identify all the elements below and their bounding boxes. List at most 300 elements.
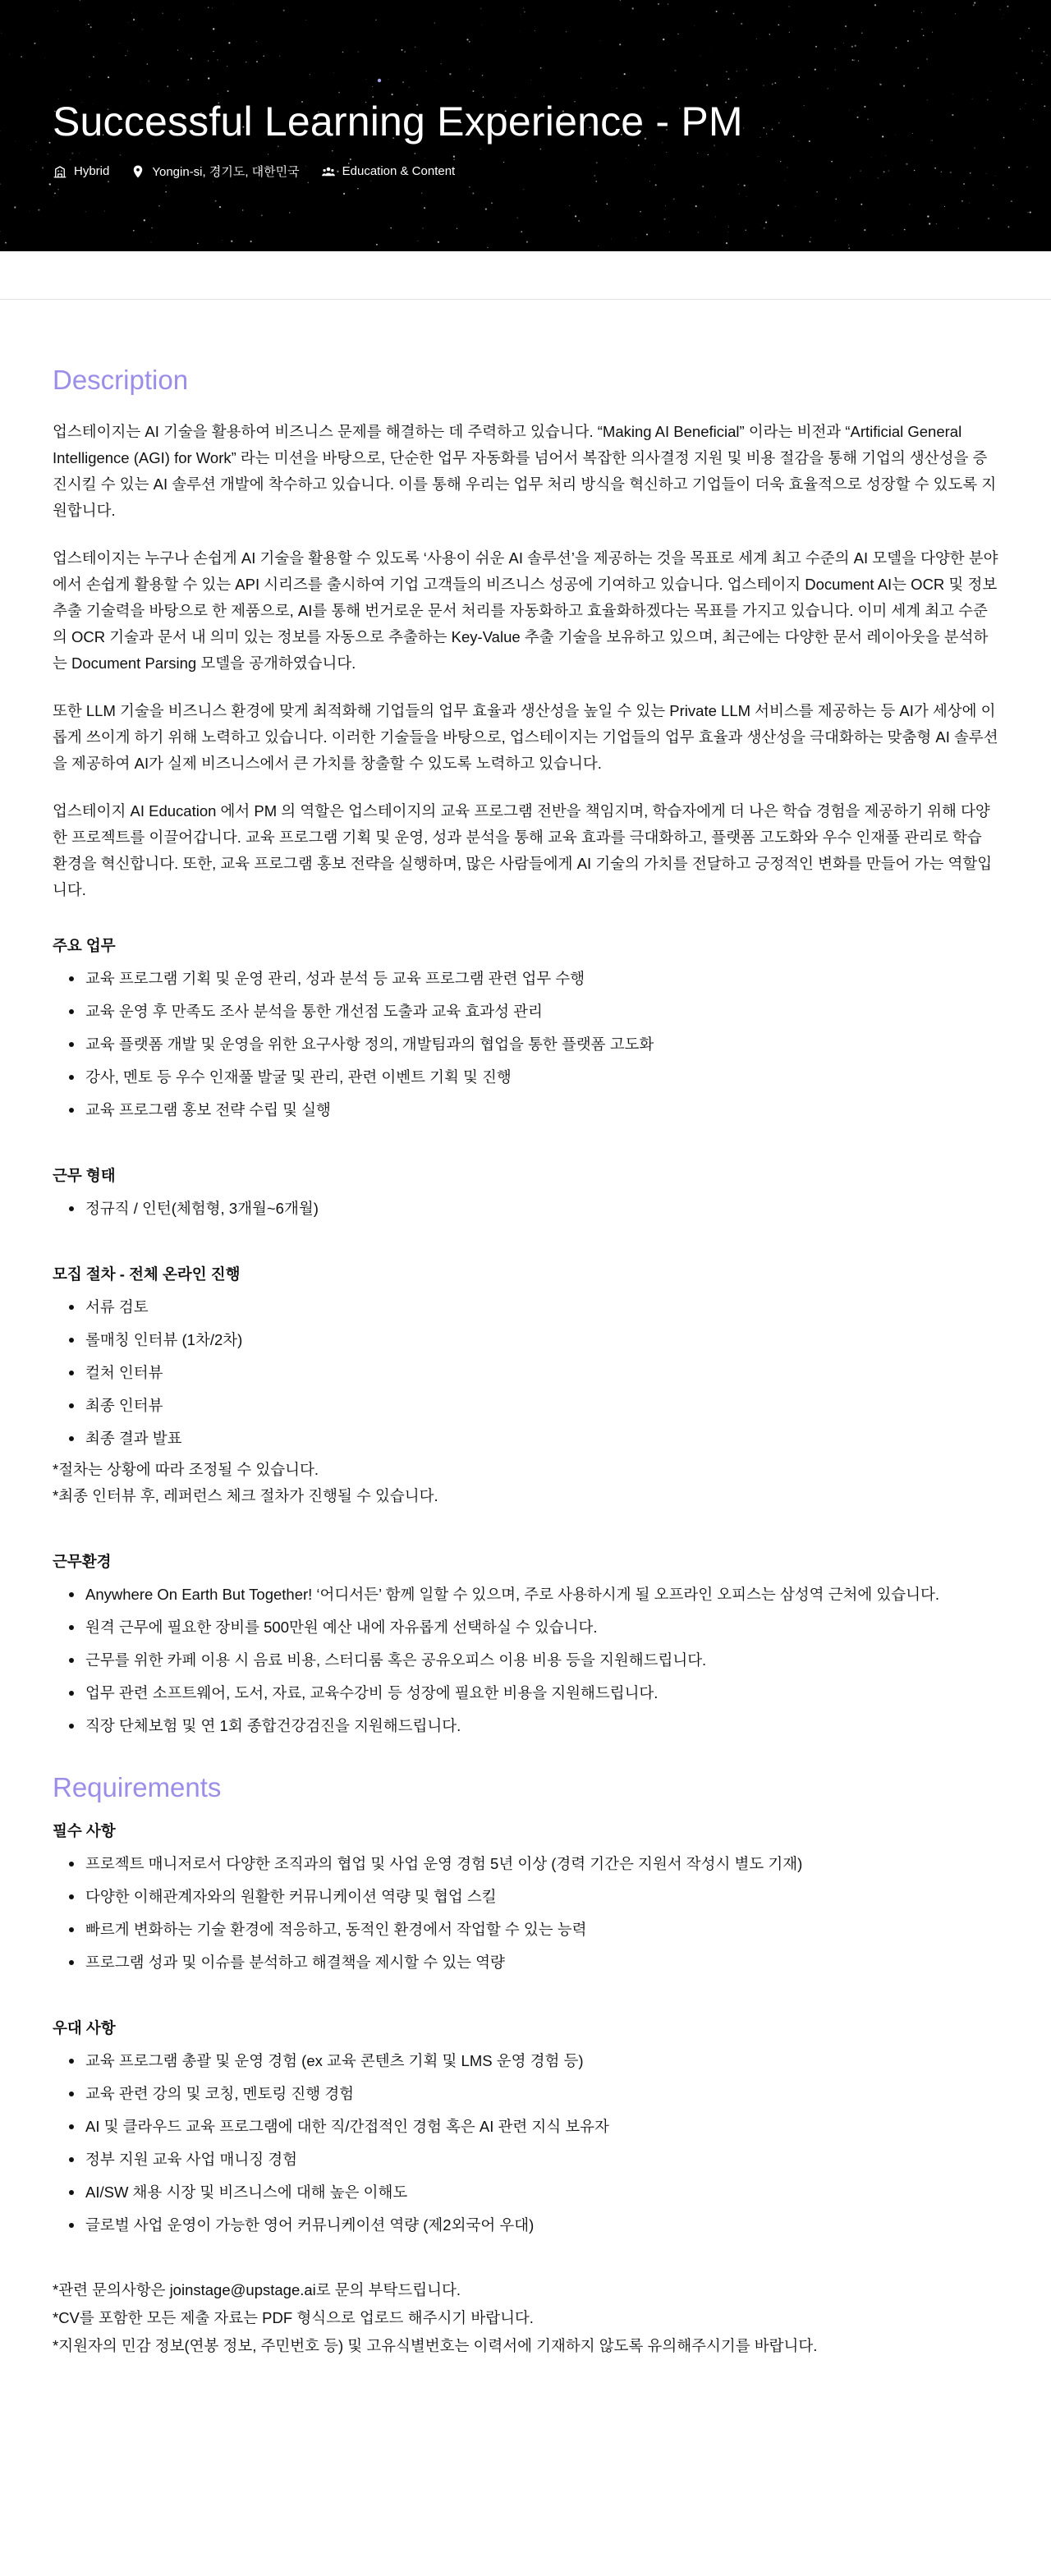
list-item: 정규직 / 인턴(체험형, 3개월~6개월): [53, 1196, 998, 1222]
process-note: *절차는 상황에 따라 조정될 수 있습니다.: [53, 1461, 319, 1478]
star: [974, 2, 975, 3]
duties-list: [53, 966, 998, 1123]
star: [611, 238, 612, 239]
star: [108, 76, 109, 78]
star: [343, 193, 345, 195]
star: [655, 184, 657, 186]
star: [1000, 9, 1001, 10]
star: [988, 218, 989, 219]
star: [804, 105, 805, 106]
star: [973, 4, 975, 6]
star: [861, 204, 862, 205]
star: [698, 232, 700, 233]
star: [787, 167, 788, 168]
list-item: 교육 관련 강의 및 코칭, 멘토링 진행 경험: [53, 2081, 998, 2107]
employment-list: [53, 1196, 998, 1222]
star: [438, 241, 439, 243]
star: [421, 192, 422, 193]
star: [864, 229, 865, 231]
star: [1020, 108, 1021, 109]
star: [9, 54, 10, 55]
star: [816, 191, 817, 192]
star: [146, 63, 148, 65]
privacy-note: *지원자의 민감 정보(연봉 정보, 주민번호 등) 및 고유식별번호는 이력서에 기재하지 않도록 유의해주시기를 바랍니다.: [53, 2337, 818, 2354]
star: [970, 172, 971, 174]
star: [952, 114, 953, 116]
star: [1041, 62, 1043, 64]
star: [663, 39, 664, 40]
star: [372, 86, 373, 87]
star: [903, 85, 905, 86]
list-item: AI 및 클라우드 교육 프로그램에 대한 직/간접적인 경험 혹은 AI 관련 지식 보유자: [53, 2114, 998, 2140]
requirements-heading: Requirements: [53, 1772, 222, 1802]
star: [208, 77, 209, 79]
star: [758, 156, 759, 157]
star: [1007, 226, 1009, 227]
star: [1, 33, 2, 34]
star: [104, 211, 105, 212]
star: [333, 72, 334, 73]
star: [231, 241, 232, 242]
star: [338, 92, 340, 94]
star: [831, 161, 833, 163]
star: [658, 3, 659, 5]
star: [357, 188, 358, 189]
star: [974, 147, 975, 149]
star: [0, 231, 1, 232]
star: [88, 24, 89, 25]
star: [38, 209, 39, 211]
star: [35, 141, 37, 143]
star: [212, 7, 213, 8]
star: [242, 209, 243, 210]
star: [772, 84, 773, 85]
star: [1031, 84, 1032, 85]
star: [620, 0, 621, 1]
star: [526, 241, 528, 243]
list-item: 원격 근무에 필요한 장비를 500만원 예산 내에 자유롭게 선택하실 수 있습니다.: [53, 1614, 998, 1641]
list-item: Anywhere On Earth But Together! ‘어디서든’ 함께 일할 수 있으며, 주로 사용하시게 될 오프라인 오피스는 삼성역 근처에 있습니다.: [53, 1582, 998, 1608]
star: [851, 46, 853, 48]
star: [162, 12, 163, 13]
star: [261, 214, 263, 216]
star: [256, 61, 258, 62]
description-heading: Description: [53, 365, 189, 395]
star: [523, 189, 524, 190]
list-item: 교육 프로그램 기획 및 운영 관리, 성과 분석 등 교육 프로그램 관련 업무 수행: [53, 966, 998, 992]
star: [789, 6, 790, 7]
star: [809, 241, 810, 242]
star: [144, 219, 145, 221]
star: [746, 196, 747, 197]
star: [14, 206, 16, 208]
star: [778, 24, 779, 25]
star: [746, 230, 747, 232]
star: [179, 19, 180, 20]
star: [90, 26, 92, 28]
star: [53, 196, 54, 197]
star: [955, 13, 956, 14]
contact-note: *관련 문의사항은 joinstage@upstage.ai로 문의 부탁드립니다.: [53, 2281, 461, 2298]
star: [668, 3, 669, 5]
star: [640, 211, 641, 213]
star: [600, 40, 601, 41]
star: [213, 28, 214, 30]
star: [772, 129, 773, 131]
required-list: [53, 1851, 998, 1976]
star: [855, 45, 856, 47]
star: [1028, 28, 1030, 30]
star: [763, 127, 764, 129]
star: [871, 157, 872, 158]
star: [480, 8, 482, 10]
process-list: [53, 1294, 998, 1452]
star: [148, 80, 149, 81]
star: [540, 67, 542, 69]
star: [217, 59, 218, 61]
star: [845, 25, 847, 27]
star: [469, 186, 470, 188]
star: [927, 99, 928, 100]
hero-banner: [0, 0, 1051, 251]
star: [995, 176, 996, 177]
star: [944, 206, 945, 207]
star: [44, 57, 45, 58]
star: [1007, 6, 1008, 7]
star: [42, 167, 44, 168]
star: [119, 43, 120, 44]
star: [472, 90, 474, 92]
star: [595, 181, 597, 182]
list-item: 근무를 위한 카페 이용 시 음료 비용, 스터디룸 혹은 공유오피스 이용 비용 등을 지원해드립니다.: [53, 1647, 998, 1674]
meta-location: [131, 163, 299, 180]
star: [904, 229, 906, 231]
star: [674, 70, 676, 71]
star: [702, 186, 704, 187]
star: [449, 73, 451, 75]
required-heading: 필수 사항: [53, 1822, 116, 1839]
star: [1033, 119, 1034, 120]
star: [694, 25, 695, 26]
star: [741, 23, 742, 25]
star: [566, 31, 567, 33]
star: [746, 69, 747, 70]
preferred-heading: 우대 사항: [53, 2019, 116, 2036]
environment-list: [53, 1582, 998, 1739]
list-item: 교육 운영 후 만족도 조사 분석을 통한 개선점 도출과 교육 효과성 관리: [53, 999, 998, 1025]
list-item: 프로그램 성과 및 이슈를 분석하고 해결책을 제시할 수 있는 역량: [53, 1949, 998, 1976]
process-note: *최종 인터뷰 후, 레퍼런스 체크 절차가 진행될 수 있습니다.: [53, 1487, 438, 1504]
star: [127, 50, 128, 51]
star: [520, 30, 521, 31]
star: [108, 181, 109, 182]
star: [663, 218, 665, 220]
bright-star: [378, 79, 381, 82]
star: [402, 81, 404, 83]
star: [1044, 51, 1045, 53]
star: [404, 51, 406, 53]
star: [222, 240, 223, 241]
star: [789, 32, 790, 33]
star: [89, 76, 90, 78]
department: Education & Content: [342, 164, 456, 178]
star: [867, 118, 869, 120]
star: [487, 247, 488, 248]
star: [934, 168, 936, 169]
star: [140, 81, 141, 82]
star: [882, 135, 883, 137]
star: [715, 217, 716, 218]
star: [815, 46, 817, 48]
star: [342, 52, 344, 53]
star: [923, 34, 925, 36]
star: [187, 79, 188, 80]
star: [402, 49, 403, 51]
list-item: 글로벌 사업 운영이 가능한 영어 커뮤니케이션 역량 (제2외국어 우대): [53, 2212, 998, 2239]
star: [197, 243, 199, 245]
star: [1025, 103, 1026, 104]
star: [357, 51, 359, 53]
star: [283, 10, 285, 11]
star: [726, 242, 727, 244]
star: [158, 205, 159, 206]
star: [469, 41, 470, 43]
star: [422, 227, 424, 229]
star: [727, 225, 728, 226]
star: [569, 205, 570, 206]
list-item: 교육 플랫폼 개발 및 운영을 위한 요구사항 정의, 개발팀과의 협업을 통한 플랫폼 고도화: [53, 1031, 998, 1058]
star: [706, 85, 708, 86]
star: [991, 91, 992, 92]
star: [888, 170, 890, 172]
star: [0, 183, 1, 184]
star: [921, 12, 922, 13]
star: [128, 22, 129, 23]
star: [930, 140, 931, 141]
star: [987, 99, 989, 100]
list-item: 강사, 멘토 등 우수 인재풀 발굴 및 관리, 관련 이벤트 기획 및 진행: [53, 1064, 998, 1091]
star: [49, 183, 51, 185]
star: [646, 233, 648, 235]
team-icon: [321, 164, 336, 179]
star: [726, 71, 727, 72]
description-paragraph: 업스테이지는 AI 기술을 활용하여 비즈니스 문제를 해결하는 데 주력하고 있습니다. “Making AI Beneficial” 이라는 비전과 “Artificial General Intelligence (AGI) for Work” 라는 미션을 바탕으로, 단순한 업무 자동화를 넘어서 복잡한 의사결정 지원 및 비용 절감을 통해 기업의 생산성을 증진시킬 수 있는 AI 솔루션 개발에 착수하고 있습니다. 이를 통해 우리는 업무 처리 방식을 혁신하고 기업들이 더욱 효율적으로 성장할 수 있도록 지원합니다.: [53, 423, 997, 519]
star: [516, 217, 518, 218]
star: [798, 140, 799, 141]
star: [434, 79, 435, 80]
star: [1020, 38, 1021, 39]
star: [993, 185, 994, 186]
star: [215, 200, 217, 202]
star: [913, 11, 915, 12]
star: [766, 220, 767, 221]
star: [800, 69, 801, 70]
star: [895, 47, 897, 48]
star: [737, 184, 739, 186]
star: [308, 182, 310, 184]
star: [885, 155, 886, 156]
star: [969, 203, 970, 204]
star: [491, 202, 493, 204]
process-notes: [53, 1457, 998, 1509]
star: [926, 58, 927, 59]
star: [877, 177, 879, 179]
star: [766, 133, 767, 134]
format-note: *CV를 포함한 모든 제출 자료는 PDF 형식으로 업로드 해주시기 바랍니다.: [53, 2309, 534, 2326]
star: [780, 161, 781, 162]
star: [30, 149, 31, 150]
star: [1003, 14, 1004, 15]
list-item: 프로젝트 매니저로서 다양한 조직과의 협업 및 사업 운영 경험 5년 이상 (경력 기간은 지원서 작성시 별도 기재): [53, 1851, 998, 1877]
divider: [0, 299, 1051, 300]
star: [764, 227, 765, 229]
star: [57, 189, 58, 190]
star: [1028, 212, 1029, 213]
star: [376, 244, 378, 246]
star: [710, 50, 711, 51]
star: [1046, 54, 1048, 56]
star: [279, 56, 280, 57]
list-item: 교육 프로그램 총괄 및 운영 경험 (ex 교육 콘텐츠 기획 및 LMS 운영 경험 등): [53, 2048, 998, 2074]
star: [219, 206, 221, 208]
star: [815, 69, 816, 71]
star: [410, 48, 411, 49]
star: [782, 235, 783, 236]
star: [774, 82, 776, 84]
star: [843, 43, 844, 44]
star: [469, 69, 470, 70]
star: [907, 40, 909, 42]
star: [778, 204, 779, 206]
process-heading: 모집 절차 - 전체 온라인 진행: [53, 1265, 241, 1283]
star: [133, 230, 135, 232]
star: [125, 55, 126, 56]
star: [524, 11, 525, 12]
star: [835, 220, 836, 221]
star: [409, 87, 410, 88]
star: [466, 39, 468, 40]
star: [809, 140, 810, 142]
star: [375, 20, 376, 21]
star: [793, 135, 795, 137]
star: [79, 0, 80, 1]
star: [1030, 212, 1031, 214]
star: [1022, 79, 1024, 80]
star: [912, 133, 913, 134]
star: [864, 106, 865, 108]
star: [856, 117, 858, 118]
star: [848, 245, 849, 246]
star: [578, 220, 580, 222]
meta-department: [321, 164, 456, 179]
star: [575, 215, 576, 217]
list-item: AI/SW 채용 시장 및 비즈니스에 대해 높은 이해도: [53, 2179, 998, 2206]
star: [835, 198, 837, 200]
star: [760, 225, 761, 226]
star: [827, 88, 828, 90]
star: [853, 59, 855, 61]
star: [142, 29, 143, 30]
star: [927, 215, 929, 217]
star: [810, 237, 811, 238]
star: [778, 122, 780, 124]
workplace-type: Hybrid: [74, 164, 110, 178]
star: [739, 194, 740, 195]
star: [1026, 167, 1027, 168]
star: [5, 242, 7, 244]
star: [1008, 167, 1010, 168]
star: [835, 69, 836, 70]
star: [798, 76, 800, 78]
star: [263, 55, 264, 57]
star: [665, 205, 666, 206]
duties-heading: 주요 업무: [53, 937, 116, 954]
star: [289, 212, 291, 214]
star: [795, 206, 796, 207]
star: [986, 173, 987, 174]
list-item: 서류 검토: [53, 1294, 998, 1320]
star: [390, 227, 392, 229]
star: [848, 248, 850, 250]
job-title: Successful Learning Experience - PM: [53, 99, 743, 145]
star: [695, 205, 697, 207]
list-item: 정부 지원 교육 사업 매니징 경험: [53, 2147, 998, 2173]
star: [929, 223, 930, 224]
star: [167, 85, 168, 87]
star: [632, 7, 634, 9]
star: [1002, 18, 1003, 19]
star: [188, 54, 189, 55]
star: [858, 60, 859, 61]
star: [606, 204, 608, 205]
description-paragraph: 업스테이지는 누구나 손쉽게 AI 기술을 활용할 수 있도록 ‘사용이 쉬운 AI 솔루션’을 제공하는 것을 목표로 세계 최고 수준의 AI 모델을 다양한 분야에서 손쉽게 활용할 수 있는 API 시리즈를 출시하여 기업 고객들의 비즈니스 성공에 기여하고 있습니다. 업스테이지 Document AI는 OCR 및 정보추출 기술력을 바탕으로 한 제품으로, AI를 통해 번거로운 문서 처리를 자동화하고 효율화하겠다는 목표를 가지고 있습니다. 이미 세계 최고 수준의 OCR 기술과 문서 내 의미 있는 정보를 자동으로 추출하는 Key-Value 추출 기술을 보유하고 있으며, 최근에는 다양한 문서 레이아웃을 분석하는 Document Parsing 모델을 공개하였습니다.: [53, 549, 998, 672]
star: [49, 142, 51, 144]
star: [250, 241, 251, 242]
star: [883, 171, 885, 172]
star: [523, 8, 524, 9]
star: [521, 231, 522, 232]
star: [1032, 50, 1033, 51]
footer-notes: [53, 2276, 998, 2360]
star: [906, 163, 907, 165]
star: [860, 170, 861, 171]
preferred-list: [53, 2048, 998, 2239]
star: [93, 56, 94, 57]
star: [424, 207, 425, 209]
list-item: 다양한 이해관계자와의 원활한 커뮤니케이션 역량 및 협업 스킬: [53, 1884, 998, 1910]
list-item: 컬처 인터뷰: [53, 1360, 998, 1386]
description-paragraph: 또한 LLM 기술을 비즈니스 환경에 맞게 최적화해 기업들의 업무 효율과 생산성을 높일 수 있는 Private LLM 서비스를 제공하는 등 AI가 세상에 이롭게 쓰이게 하기 위해 노력하고 있습니다. 이러한 기술들을 바탕으로, 업스테이지는 기업들의 업무 효율과 생산성을 극대화하는 맞춤형 AI 솔루션을 제공하여 AI가 실제 비즈니스에서 큰 가치를 창출할 수 있도록 노력하고 있습니다.: [53, 702, 998, 772]
star: [852, 59, 854, 61]
list-item: 업무 관련 소프트웨어, 도서, 자료, 교육수강비 등 성장에 필요한 비용을 지원해드립니다.: [53, 1680, 998, 1706]
star: [936, 223, 937, 224]
list-item: 교육 프로그램 홍보 전략 수립 및 실행: [53, 1097, 998, 1123]
star: [962, 200, 963, 202]
location: Yongin-si, 경기도, 대한민국: [152, 165, 300, 179]
star: [624, 73, 626, 75]
star: [849, 110, 850, 111]
star: [743, 128, 744, 129]
list-item: 최종 인터뷰: [53, 1393, 998, 1419]
star: [232, 3, 233, 4]
star: [227, 90, 229, 92]
star: [950, 172, 952, 173]
star: [1011, 200, 1012, 202]
star: [733, 13, 735, 15]
hero-content: [53, 95, 743, 180]
star: [673, 198, 675, 200]
star: [305, 20, 306, 21]
